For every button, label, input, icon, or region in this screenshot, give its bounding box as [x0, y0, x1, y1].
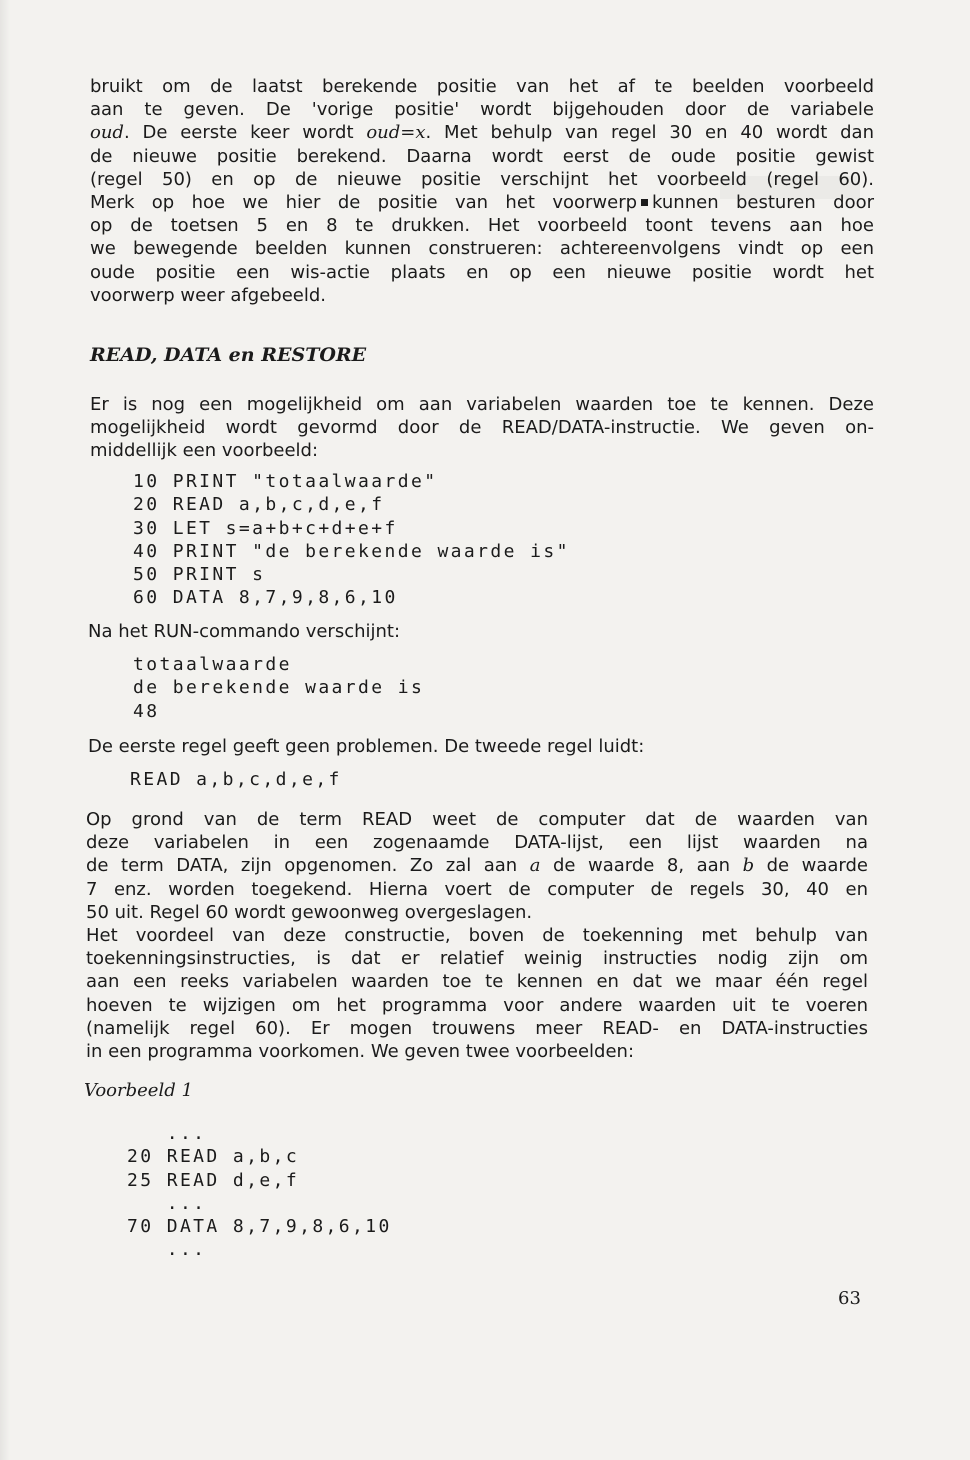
intro-line-5: (regel 50) en op de nieuwe positie verschijnt het voorbeeld (regel 60).: [90, 168, 874, 190]
intro-line-2: aan te geven. De 'vorige positie' wordt bijgehouden door de variabele: [90, 99, 874, 121]
para3-line-9: hoeven te wijzigen om het programma voor andere waarden uit te voeren: [86, 994, 868, 1016]
para3-line-6: Het voordeel van deze constructie, boven de toekenning met behulp van: [86, 925, 868, 947]
page-edge-shadow: [0, 0, 10, 1460]
para2-line-2: mogelijkheid wordt gevormd door de READ/DATA-instructie. We geven on-: [90, 417, 874, 439]
intro-line-8: we bewegende beelden kunnen construeren: achtereenvolgens vindt op een: [90, 238, 874, 260]
code-line: ...: [127, 1239, 207, 1261]
para2-line-3: middellijk een voorbeeld:: [90, 440, 319, 462]
code-line: 70 DATA 8,7,9,8,6,10: [127, 1216, 392, 1238]
para3-line-2: deze variabelen in een zogenaamde DATA-lijst, een lijst waarden na: [86, 832, 868, 854]
code-line: 10 PRINT "totaalwaarde": [133, 471, 438, 492]
para3-line-1: Op grond van de term READ weet de computer dat de waarden van: [86, 809, 868, 830]
intro-line-3: oud. De eerste keer wordt oud=x. Met behulp van regel 30 en 40 wordt dan: [90, 122, 874, 144]
para3-line-5: 50 uit. Regel 60 wordt gewoonweg overgeslagen.: [86, 901, 533, 923]
page-number: 63: [838, 1288, 861, 1309]
output-line: totaalwaarde: [133, 654, 292, 675]
intro-line-10: voorwerp weer afgebeeld.: [90, 284, 327, 306]
intro-line-9: oude positie een wis-actie plaats en op een nieuwe positie wordt het: [90, 261, 874, 283]
intro-paragraph: [90, 75, 874, 307]
code-line: ...: [127, 1192, 207, 1214]
code-line: 20 READ a,b,c: [127, 1146, 300, 1168]
intro-line-7: op de toetsen 5 en 8 te drukken. Het voorbeeld toont tevens aan hoe: [90, 215, 874, 237]
output-line: de berekende waarde is: [133, 677, 425, 699]
code-line: 50 PRINT s: [133, 564, 266, 586]
paragraph-read-data: [90, 393, 874, 463]
paragraph-explanation: [86, 808, 868, 1063]
program-listing-2: [127, 1122, 392, 1262]
code-line: 25 READ d,e,f: [127, 1169, 300, 1191]
code-line: 30 LET s=a+b+c+d+e+f: [133, 517, 398, 539]
para3-line-4: 7 enz. worden toegekend. Hierna voert de computer de regels 30, 40 en: [86, 878, 868, 900]
intro-line-1: bruikt om de laatst berekende positie van het af te beelden voorbeeld: [90, 76, 874, 97]
code-line: READ a,b,c,d,e,f: [130, 769, 342, 790]
second-line-sentence: De eerste regel geeft geen problemen. De tweede regel luidt:: [88, 736, 645, 757]
code-line: 60 DATA 8,7,9,8,6,10: [133, 587, 398, 609]
code-line: 40 PRINT "de berekende waarde is": [133, 540, 570, 562]
run-label: Na het RUN-commando verschijnt:: [88, 621, 401, 642]
code-line: ...: [127, 1123, 207, 1144]
filled-square-icon: [641, 199, 648, 206]
para3-line-7: toekenningsinstructies, is dat er relatief weinig instructies nodig zijn om: [86, 948, 868, 970]
intro-line-6: Merk op hoe we hier de positie van het voorwerp kunnen besturen door: [90, 192, 875, 214]
read-statement: [130, 768, 342, 791]
output-line: 48: [133, 700, 160, 722]
section-heading: READ, DATA en RESTORE: [90, 344, 367, 366]
para3-line-10: (namelijk regel 60). Er mogen trouwens meer READ- en DATA-instructies: [86, 1017, 868, 1039]
example-label: Voorbeeld 1: [84, 1080, 193, 1101]
para3-line-3: de term DATA, zijn opgenomen. Zo zal aan a de waarde 8, aan b de waarde: [86, 855, 868, 877]
para3-line-11: in een programma voorkomen. We geven twee voorbeelden:: [86, 1041, 635, 1063]
code-line: 20 READ a,b,c,d,e,f: [133, 494, 385, 516]
intro-line-4: de nieuwe positie berekend. Daarna wordt eerst de oude positie gewist: [90, 145, 874, 167]
program-listing-1: [133, 470, 570, 610]
para3-line-8: aan een reeks variabelen waarden toe te kennen en dat we maar één regel: [86, 971, 868, 993]
program-output-1: [133, 653, 424, 723]
para2-line-1: Er is nog een mogelijkheid om aan variabelen waarden toe te kennen. Deze: [90, 394, 874, 415]
